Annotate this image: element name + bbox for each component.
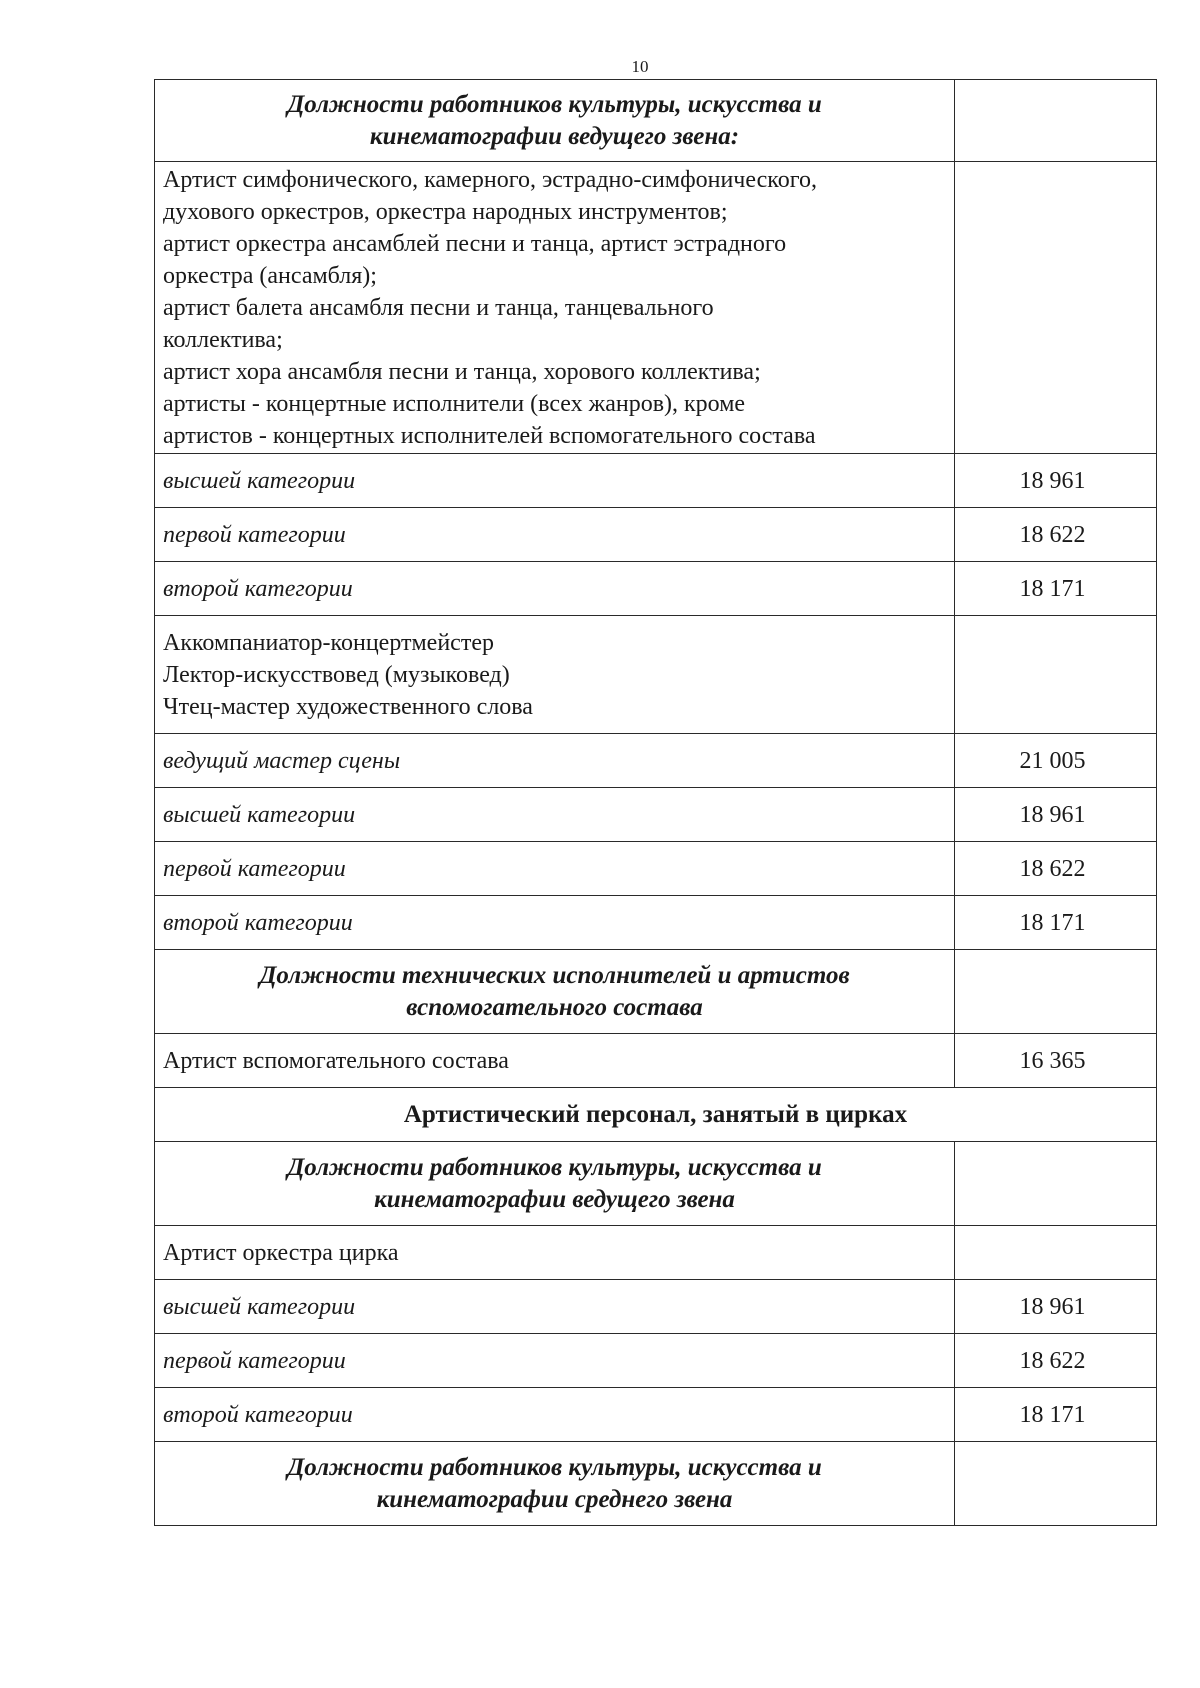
table-row xyxy=(155,616,1157,734)
table-row xyxy=(155,896,1157,950)
table-row xyxy=(155,1280,1157,1334)
section-header-line: кинематографии ведущего звена: xyxy=(369,122,740,150)
position-line: артист хора ансамбля песни и танца, хорового коллектива; xyxy=(163,358,761,385)
value-cell: 18 171 xyxy=(955,562,1157,616)
position-cell: Артист оркестра цирка xyxy=(155,1226,955,1280)
position-line: коллектива; xyxy=(163,326,283,353)
table-row xyxy=(155,1088,1157,1142)
table-row xyxy=(155,162,1157,454)
section-header-line: Должности работников культуры, искусства и xyxy=(287,1153,822,1181)
table-row xyxy=(155,1034,1157,1088)
value-cell: 18 961 xyxy=(955,454,1157,508)
table-row xyxy=(155,1334,1157,1388)
position-line: духового оркестров, оркестра народных инструментов; xyxy=(163,198,728,225)
position-line: оркестра (ансамбля); xyxy=(163,262,377,289)
value-cell xyxy=(955,1142,1157,1226)
table-row xyxy=(155,734,1157,788)
position-list-cell xyxy=(155,616,955,734)
category-cell: второй категории xyxy=(155,562,955,616)
value-cell xyxy=(955,80,1157,162)
table-row xyxy=(155,80,1157,162)
value-cell: 18 961 xyxy=(955,788,1157,842)
value-cell: 18 961 xyxy=(955,1280,1157,1334)
section-header-line: Должности технических исполнителей и артистов xyxy=(259,961,850,989)
table-row xyxy=(155,842,1157,896)
salary-table xyxy=(154,79,1157,1526)
table-row xyxy=(155,454,1157,508)
value-cell xyxy=(955,950,1157,1034)
value-cell xyxy=(955,162,1157,454)
category-cell: первой категории xyxy=(155,842,955,896)
position-line: артистов - концертных исполнителей вспомогательного состава xyxy=(163,422,816,449)
table-row xyxy=(155,562,1157,616)
table-row xyxy=(155,788,1157,842)
section-header-cell xyxy=(155,80,955,162)
page-number: 10 xyxy=(631,57,649,76)
section-header-cell xyxy=(155,1442,955,1526)
salary-table-container xyxy=(154,79,1156,1526)
table-row xyxy=(155,1226,1157,1280)
value-cell xyxy=(955,616,1157,734)
position-line: артист балета ансамбля песни и танца, танцевального xyxy=(163,294,714,321)
position-cell: Артист вспомогательного состава xyxy=(155,1034,955,1088)
table-row xyxy=(155,1388,1157,1442)
position-line: артисты - концертные исполнители (всех жанров), кроме xyxy=(163,390,746,417)
value-cell: 18 622 xyxy=(955,842,1157,896)
position-line: Лектор-искусствовед (музыковед) xyxy=(163,661,510,688)
category-cell: первой категории xyxy=(155,1334,955,1388)
position-line: Чтец-мастер художественного слова xyxy=(163,693,533,720)
value-cell: 18 171 xyxy=(955,896,1157,950)
value-cell: 18 171 xyxy=(955,1388,1157,1442)
category-cell: высшей категории xyxy=(155,454,955,508)
value-cell: 18 622 xyxy=(955,508,1157,562)
table-row xyxy=(155,1442,1157,1526)
section-header-cell xyxy=(155,1142,955,1226)
section-header-line: кинематографии среднего звена xyxy=(376,1485,733,1513)
section-header-cell xyxy=(155,950,955,1034)
table-row xyxy=(155,508,1157,562)
table-row xyxy=(155,950,1157,1034)
category-cell: высшей категории xyxy=(155,788,955,842)
position-line: артист оркестра ансамблей песни и танца, артист эстрадного xyxy=(163,230,787,257)
value-cell: 18 622 xyxy=(955,1334,1157,1388)
section-header-line: Должности работников культуры, искусства и xyxy=(287,1453,822,1481)
category-cell: высшей категории xyxy=(155,1280,955,1334)
category-cell: первой категории xyxy=(155,508,955,562)
position-line: Артист симфонического, камерного, эстрадно-симфонического, xyxy=(163,166,817,193)
category-cell: ведущий мастер сцены xyxy=(155,734,955,788)
value-cell: 21 005 xyxy=(955,734,1157,788)
category-cell: второй категории xyxy=(155,1388,955,1442)
section-header-line: вспомогательного состава xyxy=(406,993,703,1021)
position-line: Аккомпаниатор-концертмейстер xyxy=(163,629,494,656)
value-cell xyxy=(955,1226,1157,1280)
value-cell: 16 365 xyxy=(955,1034,1157,1088)
category-cell: второй категории xyxy=(155,896,955,950)
position-list-cell xyxy=(155,162,955,454)
circus-section-header: Артистический персонал, занятый в цирках xyxy=(155,1088,1157,1142)
section-header-line: Должности работников культуры, искусства и xyxy=(287,90,822,118)
section-header-line: кинематографии ведущего звена xyxy=(374,1185,735,1213)
table-row xyxy=(155,1142,1157,1226)
value-cell xyxy=(955,1442,1157,1526)
